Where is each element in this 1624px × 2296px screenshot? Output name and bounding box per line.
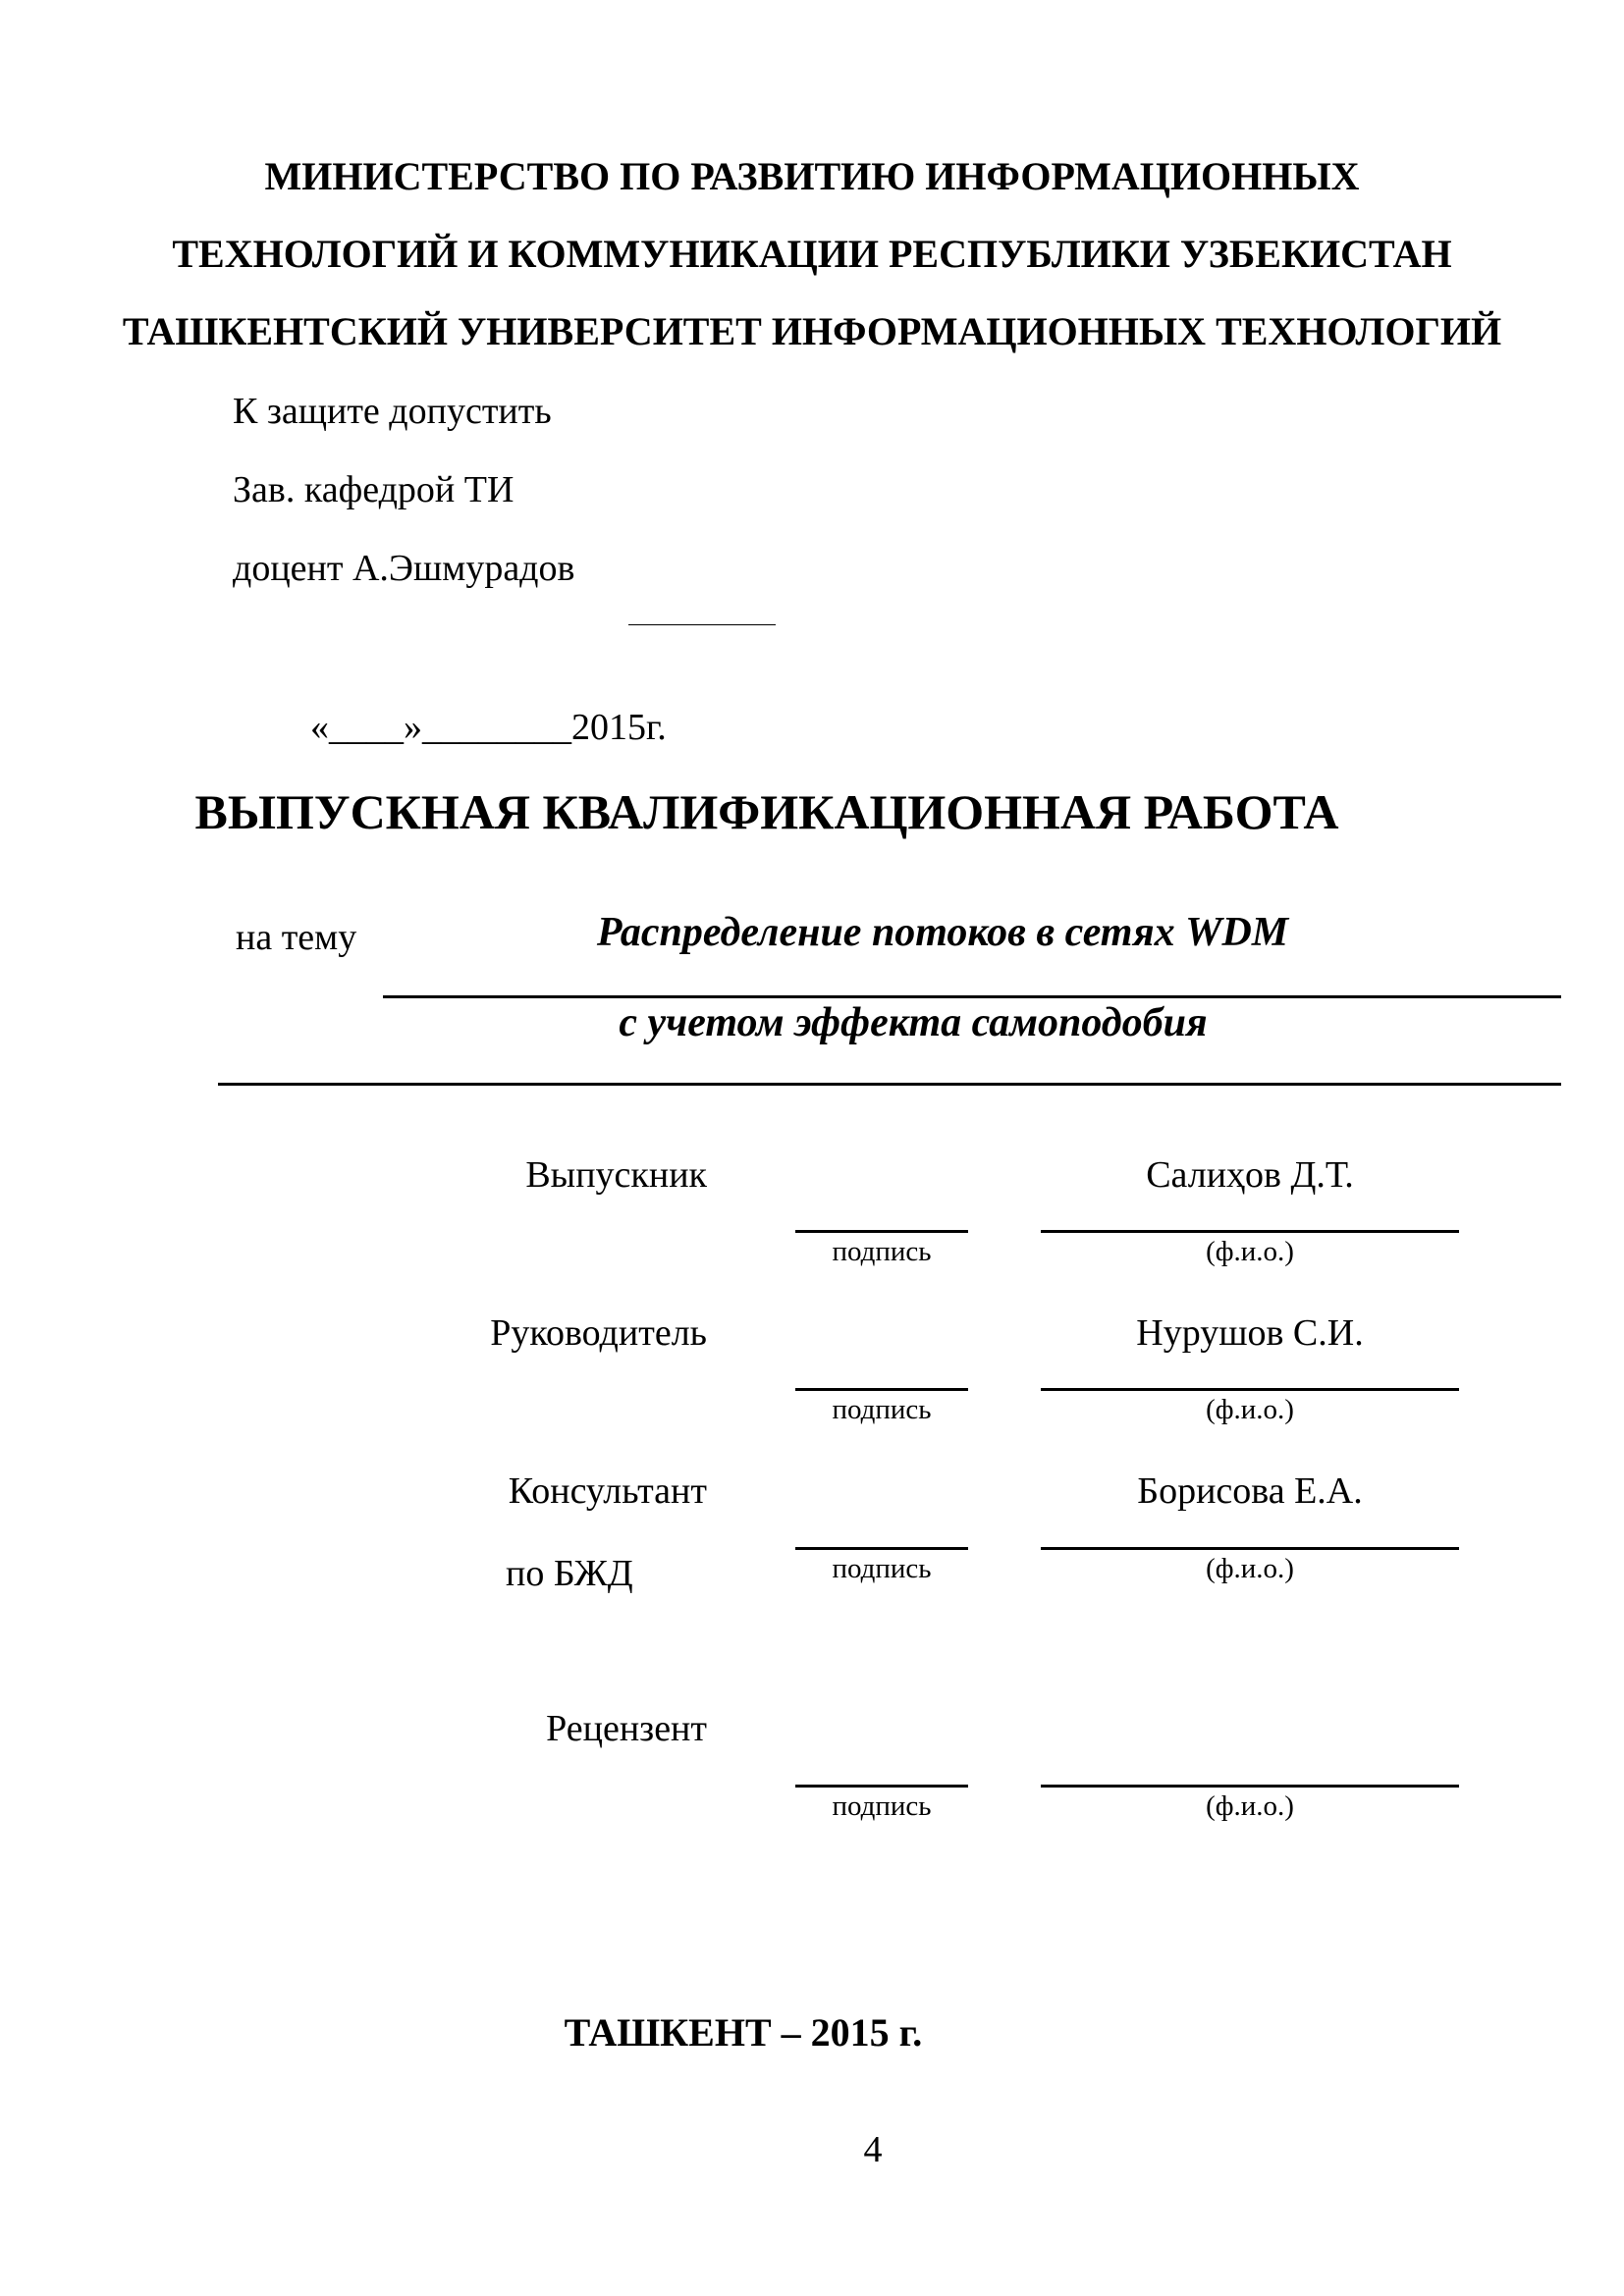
page-number: 4 bbox=[863, 2129, 883, 2170]
name-line bbox=[1041, 1547, 1459, 1550]
topic-label: на тему bbox=[236, 917, 357, 958]
university-name: ТАШКЕНТСКИЙ УНИВЕРСИТЕТ ИНФОРМАЦИОННЫХ ТЕХНОЛОГИЙ bbox=[122, 309, 1502, 353]
signature-line bbox=[795, 1547, 968, 1550]
topic-underline-2 bbox=[218, 1083, 1561, 1086]
approval-signature-line bbox=[628, 624, 776, 625]
name-line bbox=[1041, 1785, 1459, 1788]
approval-line-1: К защите допустить bbox=[233, 391, 552, 432]
topic-line-2: с учетом эффекта самоподобия bbox=[619, 1000, 1208, 1045]
name-caption: (ф.и.о.) bbox=[1206, 1790, 1294, 1822]
signature-line bbox=[795, 1388, 968, 1391]
signature-role: Консультант bbox=[508, 1470, 707, 1512]
name-line bbox=[1041, 1230, 1459, 1233]
city-year: ТАШКЕНТ – 2015 г. bbox=[564, 2010, 923, 2055]
signature-caption: подпись bbox=[832, 1394, 932, 1425]
signature-line bbox=[795, 1785, 968, 1788]
name-caption: (ф.и.о.) bbox=[1206, 1553, 1294, 1584]
signature-caption: подпись bbox=[832, 1790, 932, 1822]
name-caption: (ф.и.о.) bbox=[1206, 1394, 1294, 1425]
name-caption: (ф.и.о.) bbox=[1206, 1236, 1294, 1267]
signature-role: Руководитель bbox=[490, 1312, 707, 1354]
approval-line-3: доцент А.Эшмурадов bbox=[233, 548, 575, 589]
topic-line-1: Распределение потоков в сетях WDM bbox=[596, 910, 1289, 955]
signature-name: Нурушов С.И. bbox=[1136, 1312, 1364, 1354]
name-line bbox=[1041, 1388, 1459, 1391]
signature-name: Салиҳов Д.Т. bbox=[1146, 1154, 1354, 1196]
signature-caption: подпись bbox=[832, 1236, 932, 1267]
signature-caption: подпись bbox=[832, 1553, 932, 1584]
document-title: ВЫПУСКНАЯ КВАЛИФИКАЦИОННАЯ РАБОТА bbox=[194, 784, 1339, 839]
signature-line bbox=[795, 1230, 968, 1233]
ministry-line-1: МИНИСТЕРСТВО ПО РАЗВИТИЮ ИНФОРМАЦИОННЫХ bbox=[264, 154, 1360, 198]
approval-date: «____»________2015г. bbox=[310, 707, 667, 748]
ministry-line-2: ТЕХНОЛОГИЙ И КОММУНИКАЦИИ РЕСПУБЛИКИ УЗБЕКИСТАН bbox=[172, 232, 1452, 276]
signature-name: Борисова Е.А. bbox=[1137, 1470, 1363, 1512]
signature-role: Рецензент bbox=[546, 1708, 707, 1749]
signature-role-sub: по БЖД bbox=[506, 1553, 633, 1594]
approval-line-2: Зав. кафедрой ТИ bbox=[233, 469, 514, 510]
signature-role: Выпускник bbox=[525, 1154, 707, 1196]
